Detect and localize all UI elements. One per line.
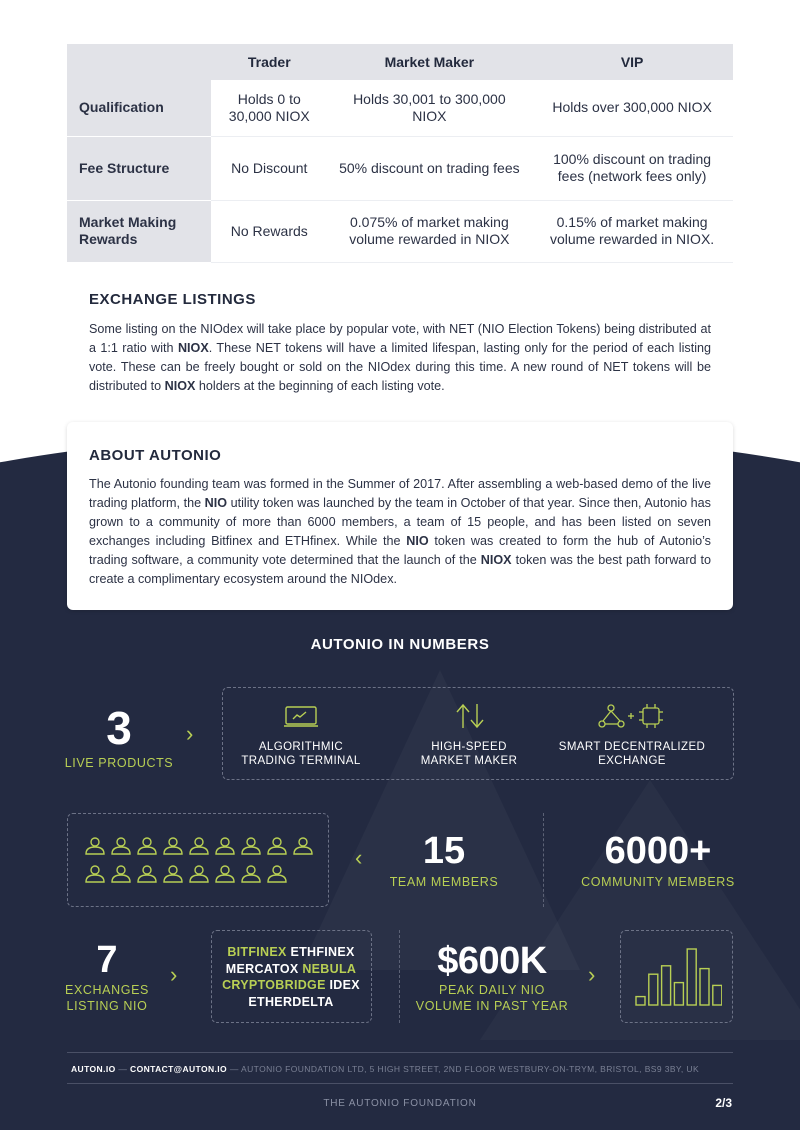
table-cell: Holds over 300,000 NIOX <box>531 80 733 136</box>
exchange-name: ETHFINEX <box>290 945 355 959</box>
exchange-name: MERCATOX <box>225 961 299 976</box>
person-icon <box>240 836 266 856</box>
product-label: ALGORITHMIC TRADING TERMINAL <box>241 741 361 767</box>
person-icon <box>240 864 266 884</box>
table-cell: Holds 30,001 to 300,000 NIOX <box>328 80 532 136</box>
exchange-name: ETHERDELTA <box>248 994 334 1009</box>
arrows-icon <box>453 702 487 735</box>
person-icon <box>214 864 240 884</box>
column-header-vip: VIP <box>531 44 733 80</box>
about-autonio-text: The Autonio founding team was formed in the Summer of 2017. After assembling a web-based demo of the live trading platform, the NIO utility token was launched by the team in October of that year. Since then, Autonio has grown to a community of more than 6000 members, a team of 15 people, and has been listed on seven exchanges including Bitfinex and ETHfinex. While the NIO token was created to form the hub of Autonio’s trading software, a community vote determined that the launch of the NIOX token was the best path forward to create a complimentary ecosystem around the NIOdex. <box>89 477 712 586</box>
person-icon <box>110 836 136 856</box>
divider <box>543 813 544 907</box>
person-icon <box>188 864 214 884</box>
table-cell: 0.15% of market making volume rewarded in NIOX. <box>531 200 733 262</box>
team-members-label: TEAM MEMBERS <box>389 875 499 889</box>
divider <box>399 930 400 1023</box>
volume-bar <box>687 949 696 1005</box>
footer-divider <box>67 1083 733 1084</box>
volume-bar <box>700 969 709 1005</box>
exchanges-value: 7 <box>96 939 118 981</box>
table-cell: Holds 0 to 30,000 NIOX <box>211 80 328 136</box>
exchanges-label: EXCHANGES LISTING NIO <box>65 983 149 1013</box>
exchange-name: IDEX <box>329 978 360 992</box>
trading-terminal-icon <box>284 704 318 733</box>
footer-address: AUTONIO FOUNDATION LTD, 5 HIGH STREET, 2ND FLOOR WESTBURY-ON-TRYM, BRISTOL, BS9 3BY, UK <box>241 1064 700 1074</box>
fee-structure-table <box>67 44 733 263</box>
exchange-name: NEBULA <box>302 961 357 976</box>
peak-volume-label: PEAK DAILY NIO VOLUME IN PAST YEAR <box>415 983 569 1013</box>
exchange-name: BITFINEX <box>227 945 287 959</box>
footer-site-link[interactable]: AUTON.IO <box>71 1064 116 1074</box>
exchange-listings-text: Some listing on the NIOdex will take place by popular vote, with NET (NIO Election Tokens) being distributed at a 1:1 ratio with NIOX. These NET tokens will have a limited lifespan, lasting only for the period of each listing vote. These can be freely bought or sold on the NIOdex during this time. A new round of NET tokens will be distributed to NIOX holders at the beginning of each listing vote. <box>89 322 711 393</box>
table-corner <box>67 44 211 80</box>
product-label: HIGH-SPEED MARKET MAKER <box>420 741 518 767</box>
table-row <box>67 80 733 136</box>
person-icon <box>292 836 318 856</box>
person-icon <box>266 864 292 884</box>
footer-divider <box>67 1052 733 1053</box>
footer-org: THE AUTONIO FOUNDATION <box>323 1098 477 1109</box>
network-chip-icon <box>597 702 669 735</box>
page-number: 2/3 <box>715 1096 732 1110</box>
footer-contact: AUTON.IO — CONTACT@AUTON.IO — AUTONIO FOUNDATION LTD, 5 HIGH STREET, 2ND FLOOR WESTBURY-ON-TRYM, BRISTOL, BS9 3BY, UK <box>71 1064 700 1074</box>
volume-bar <box>662 966 671 1005</box>
chevron-left-icon: ‹ <box>355 845 363 870</box>
numbers-heading: AUTONIO IN NUMBERS <box>310 636 490 653</box>
row-header: Qualification <box>67 80 211 136</box>
person-icon <box>136 836 162 856</box>
exchange-names-list <box>212 944 370 1010</box>
team-member-icons <box>84 836 320 884</box>
person-icon <box>162 836 188 856</box>
table-cell: 100% discount on trading fees (network fees only) <box>531 136 733 200</box>
person-icon <box>214 836 240 856</box>
column-header-market-maker: Market Maker <box>328 44 532 80</box>
person-icon <box>84 836 110 856</box>
volume-bar-chart <box>632 946 722 1006</box>
table-cell: No Rewards <box>211 200 328 262</box>
table-row <box>67 200 733 262</box>
person-icon <box>110 864 136 884</box>
volume-bar <box>713 985 722 1005</box>
table-cell: No Discount <box>211 136 328 200</box>
row-header: Fee Structure <box>67 136 211 200</box>
product-label: SMART DECENTRALIZED EXCHANGE <box>558 741 706 767</box>
table-row <box>67 136 733 200</box>
live-products-label: LIVE PRODUCTS <box>64 756 174 770</box>
community-members-label: COMMUNITY MEMBERS <box>581 875 735 889</box>
chevron-right-icon: › <box>588 962 596 987</box>
about-autonio-heading: ABOUT AUTONIO <box>89 447 222 464</box>
team-members-value: 15 <box>422 830 466 872</box>
person-icon <box>266 836 292 856</box>
live-products-value: 3 <box>106 702 132 754</box>
volume-bar <box>636 997 645 1005</box>
chevron-right-icon: › <box>170 962 178 987</box>
table-cell: 0.075% of market making volume rewarded in NIOX <box>328 200 532 262</box>
about-autonio-card <box>67 422 733 610</box>
table-cell: 50% discount on trading fees <box>328 136 532 200</box>
column-header-trader: Trader <box>211 44 328 80</box>
chevron-right-icon: › <box>186 721 194 746</box>
footer-email-link[interactable]: CONTACT@AUTON.IO <box>130 1064 228 1074</box>
person-icon <box>84 864 110 884</box>
exchange-name: CRYPTOBRIDGE <box>222 978 326 992</box>
community-members-value: 6000+ <box>604 830 712 872</box>
person-icon <box>162 864 188 884</box>
row-header: Market Making Rewards <box>67 200 211 262</box>
person-icon <box>188 836 214 856</box>
volume-bar <box>649 974 658 1005</box>
exchange-listings-heading: EXCHANGE LISTINGS <box>89 291 256 308</box>
volume-bar <box>674 983 683 1005</box>
person-icon <box>136 864 162 884</box>
peak-volume-value: $600K <box>437 940 547 982</box>
